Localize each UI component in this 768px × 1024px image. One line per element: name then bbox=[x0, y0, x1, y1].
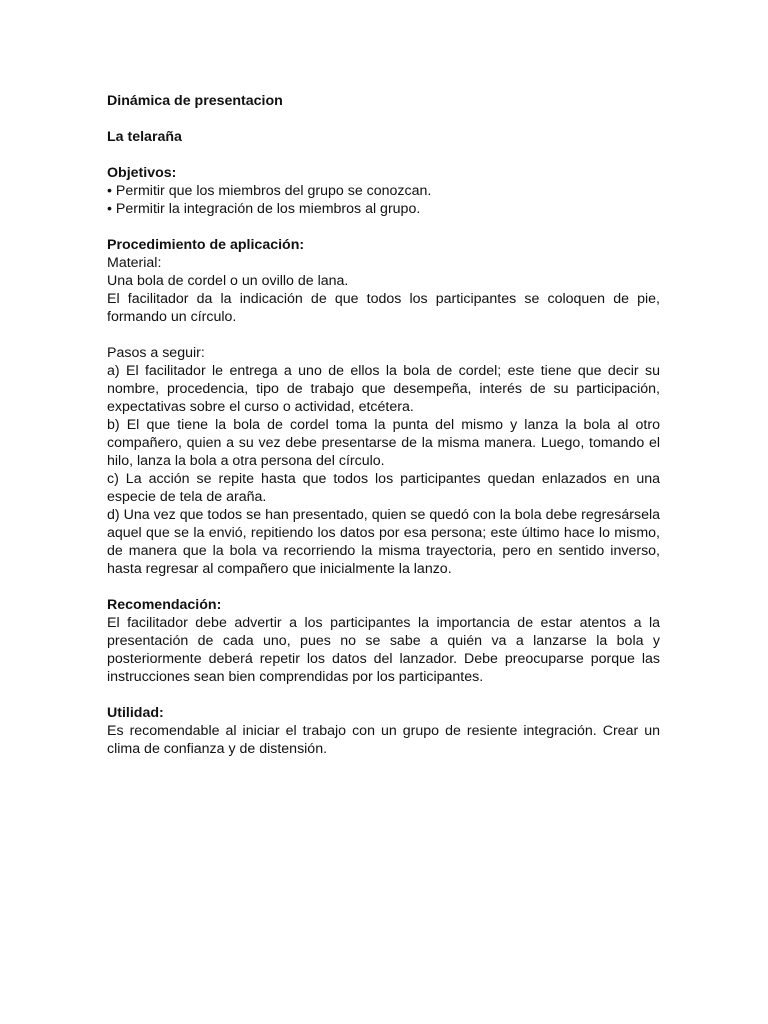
material-label: Material: bbox=[107, 255, 162, 271]
spacer bbox=[107, 686, 660, 704]
steps-label: Pasos a seguir: bbox=[107, 345, 205, 361]
spacer bbox=[107, 146, 660, 164]
spacer bbox=[107, 110, 660, 128]
utility-heading: Utilidad: bbox=[107, 705, 164, 721]
recommendation-text: El facilitador debe advertir a los participantes la importancia de estar atentos a la presentación de cada uno, pues no se sabe a quién va a lanzarse la bola y posteriormente deberá repetir los datos del lanzador. Debe preocuparse porque las instrucciones sean bien comprendidas por los participantes. bbox=[107, 615, 660, 685]
utility-text: Es recomendable al iniciar el trabajo con un grupo de resiente integración. Crear un clima de confianza y de distensión. bbox=[107, 723, 660, 757]
spacer bbox=[107, 218, 660, 236]
step-item: d) Una vez que todos se han presentado, quien se quedó con la bola debe regresársela aquel que se la envió, repitiendo los datos por esa persona; este último hace lo mismo, de manera que la bola va recorriendo la misma trayectoria, pero en sentido inverso, hasta regresar al compañero que inicialmente la lanzo. bbox=[107, 507, 660, 577]
material-text: Una bola de cordel o un ovillo de lana. bbox=[107, 273, 349, 289]
step-item: b) El que tiene la bola de cordel toma la punta del mismo y lanza la bola al otro compañero, quien a su vez debe presentarse de la misma manera. Luego, tomando el hilo, lanza la bola a otra persona del círculo. bbox=[107, 417, 660, 469]
objectives-heading: Objetivos: bbox=[107, 165, 177, 181]
spacer bbox=[107, 578, 660, 596]
step-item: a) El facilitador le entrega a uno de ellos la bola de cordel; este tiene que decir su nombre, procedencia, tipo de trabajo que desempeña, interés de su participación, expectativas sobre el curso o actividad, etcétera. bbox=[107, 363, 660, 415]
step-item: c) La acción se repite hasta que todos los participantes quedan enlazados en una especie de tela de araña. bbox=[107, 471, 660, 505]
document-page bbox=[107, 92, 660, 758]
recommendation-heading: Recomendación: bbox=[107, 597, 222, 613]
document-subtitle: La telaraña bbox=[107, 129, 182, 145]
document-title: Dinámica de presentacion bbox=[107, 93, 283, 109]
procedure-heading: Procedimiento de aplicación: bbox=[107, 237, 305, 253]
objective-item: • Permitir que los miembros del grupo se conozcan. bbox=[107, 183, 432, 199]
procedure-intro: El facilitador da la indicación de que todos los participantes se coloquen de pie, formando un círculo. bbox=[107, 291, 660, 325]
spacer bbox=[107, 326, 660, 344]
objective-item: • Permitir la integración de los miembros al grupo. bbox=[107, 201, 421, 217]
